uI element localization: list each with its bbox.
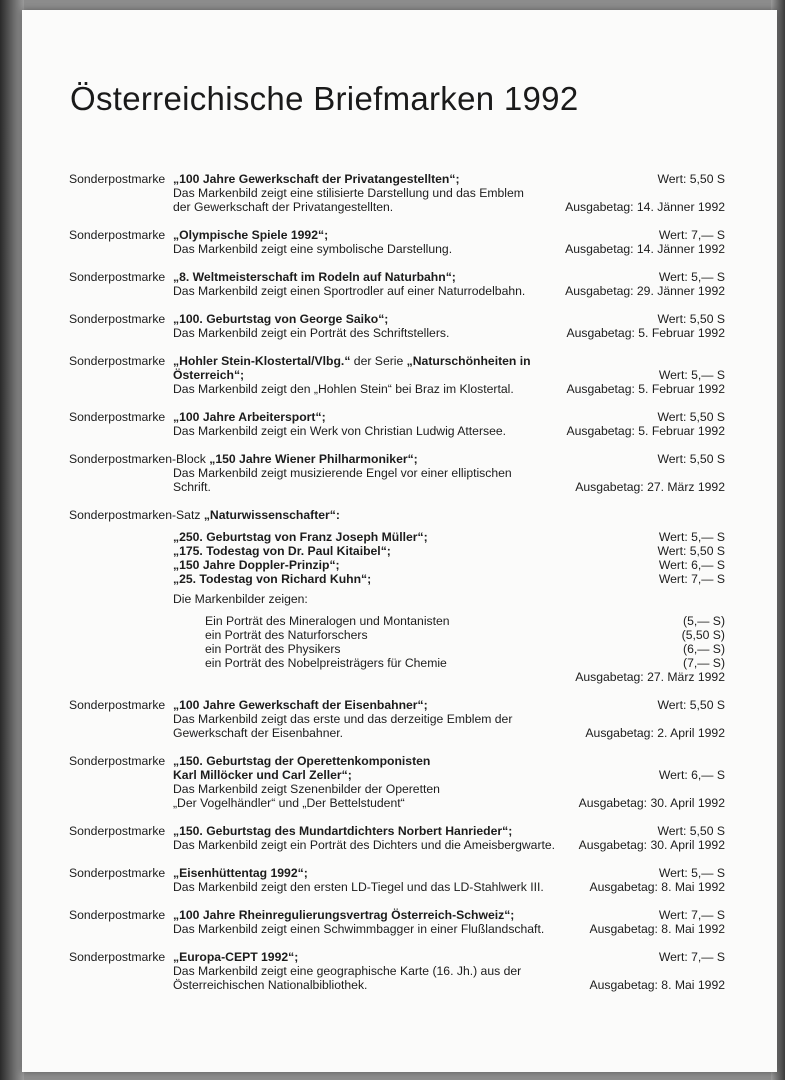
set-name: „Naturwissenschafter“:	[203, 508, 340, 522]
stamp-value: Wert: 5,50 S	[657, 410, 725, 424]
stamp-value: Wert: 5,— S	[658, 368, 725, 382]
issue-date: Ausgabetag: 8. Mai 1992	[589, 978, 725, 992]
stamp-value: Wert: 7,— S	[658, 572, 725, 586]
motifs-intro: Die Markenbilder zeigen:	[173, 592, 308, 606]
issue-date: Ausgabetag: 2. April 1992	[585, 726, 725, 740]
stamp-name: „150. Geburtstag des Mundartdichters Norbert Hanrieder“;	[173, 824, 513, 838]
stamp-entry	[69, 908, 725, 936]
stamp-list	[69, 172, 725, 1006]
scan-shadow-left	[0, 0, 24, 1080]
stamp-name: „Hohler Stein-Klostertal/Vlbg.“	[173, 354, 351, 368]
entry-type: Sonderpostmarke	[69, 270, 166, 284]
stamp-description: der Gewerkschaft der Privatangestellten.	[173, 200, 394, 214]
stamp-set-entry	[69, 508, 725, 684]
stamp-name-continued: Karl Millöcker und Carl Zeller“;	[173, 768, 352, 782]
stamp-description: Schrift.	[173, 480, 211, 494]
entry-type: Sonderpostmarke	[69, 698, 166, 712]
issue-date: Ausgabetag: 5. Februar 1992	[566, 326, 725, 340]
entry-type: Sonderpostmarken-Satz	[69, 508, 201, 522]
stamp-description: Das Markenbild zeigt ein Werk von Christian Ludwig Attersee.	[173, 424, 507, 438]
issue-date: Ausgabetag: 14. Jänner 1992	[565, 200, 725, 214]
stamp-entry	[69, 172, 725, 214]
stamp-description: Das Markenbild zeigt eine geographische Karte (16. Jh.) aus der	[173, 964, 522, 978]
series-name-continued: Österreich“;	[173, 368, 245, 382]
stamp-description: Das Markenbild zeigt einen Schwimmbagger in einer Flußlandschaft.	[173, 922, 545, 936]
stamp-description: „Der Vogelhändler“ und „Der Bettelstudent“	[173, 796, 405, 810]
stamp-description: Das Markenbild zeigt einen Sportrodler auf einer Naturrodelbahn.	[173, 284, 526, 298]
stamp-value: Wert: 5,50 S	[657, 698, 725, 712]
entry-type: Sonderpostmarke	[69, 824, 166, 838]
stamp-description: Das Markenbild zeigt den ersten LD-Tiegel und das LD-Stahlwerk III.	[173, 880, 544, 894]
set-stamp-name: „25. Todestag von Richard Kuhn“;	[173, 572, 372, 586]
stamp-description: Das Markenbild zeigt ein Porträt des Schriftstellers.	[173, 326, 450, 340]
entry-type: Sonderpostmarke	[69, 754, 166, 768]
stamp-entry	[69, 754, 725, 810]
stamp-name: „Europa-CEPT 1992“;	[173, 950, 299, 964]
stamp-value: Wert: 6,— S	[658, 558, 725, 572]
motif-text: Ein Porträt des Mineralogen und Montanisten	[205, 614, 450, 628]
motif-text: ein Porträt des Nobelpreisträgers für Chemie	[205, 656, 447, 670]
page-title: Österreichische Briefmarken 1992	[70, 80, 579, 117]
issue-date: Ausgabetag: 29. Jänner 1992	[565, 284, 725, 298]
stamp-name: „100 Jahre Gewerkschaft der Privatangestellten“;	[173, 172, 460, 186]
stamp-entry	[69, 354, 725, 396]
entry-type: Sonderpostmarken-Block	[69, 452, 206, 466]
stamp-value: Wert: 5,50 S	[657, 452, 725, 466]
entry-type: Sonderpostmarke	[69, 312, 166, 326]
motif-value: (6,— S)	[683, 642, 725, 656]
stamp-description: Das Markenbild zeigt Szenenbilder der Operetten	[173, 782, 440, 796]
stamp-name: „Olympische Spiele 1992“;	[173, 228, 329, 242]
stamp-description: Das Markenbild zeigt musizierende Engel vor einer elliptischen	[173, 466, 512, 480]
stamp-value: Wert: 6,— S	[658, 768, 725, 782]
stamp-value: Wert: 5,— S	[658, 530, 725, 544]
motif-value: (5,— S)	[683, 614, 725, 628]
stamp-value: Wert: 5,— S	[658, 866, 725, 880]
motif-text: ein Porträt des Physikers	[205, 642, 341, 656]
stamp-description: Das Markenbild zeigt eine symbolische Darstellung.	[173, 242, 453, 256]
stamp-value: Wert: 5,50 S	[657, 312, 725, 326]
issue-date: Ausgabetag: 8. Mai 1992	[589, 880, 725, 894]
entry-type: Sonderpostmarke	[69, 908, 166, 922]
set-stamp-name: „250. Geburtstag von Franz Joseph Müller“;	[173, 530, 428, 544]
issue-date: Ausgabetag: 27. März 1992	[575, 670, 725, 684]
issue-date: Ausgabetag: 30. April 1992	[578, 838, 725, 852]
issue-date: Ausgabetag: 5. Februar 1992	[566, 424, 725, 438]
stamp-name: „100 Jahre Rheinregulierungsvertrag Österreich-Schweiz“;	[173, 908, 515, 922]
motif-text: ein Porträt des Naturforschers	[205, 628, 368, 642]
stamp-value: Wert: 5,50 S	[657, 172, 725, 186]
stamp-value: Wert: 7,— S	[658, 908, 725, 922]
stamp-name: „100 Jahre Arbeitersport“;	[173, 410, 326, 424]
stamp-name: „150 Jahre Wiener Philharmoniker“;	[209, 452, 418, 466]
stamp-entry	[69, 824, 725, 852]
issue-date: Ausgabetag: 27. März 1992	[575, 480, 725, 494]
stamp-entry	[69, 312, 725, 340]
stamp-value: Wert: 5,— S	[658, 270, 725, 284]
issue-date: Ausgabetag: 30. April 1992	[578, 796, 725, 810]
series-name: „Naturschönheiten in	[406, 354, 531, 368]
entry-type: Sonderpostmarke	[69, 410, 166, 424]
stamp-description: Das Markenbild zeigt ein Porträt des Dichters und die Ameisbergwarte.	[173, 838, 556, 852]
stamp-value: Wert: 7,— S	[658, 950, 725, 964]
motif-value: (7,— S)	[683, 656, 725, 670]
entry-type: Sonderpostmarke	[69, 228, 166, 242]
entry-type: Sonderpostmarke	[69, 172, 166, 186]
stamp-name: „Eisenhüttentag 1992“;	[173, 866, 308, 880]
set-stamp-name: „175. Todestag von Dr. Paul Kitaibel“;	[173, 544, 391, 558]
stamp-value: Wert: 5,50 S	[657, 544, 725, 558]
set-stamp-name: „150 Jahre Doppler-Prinzip“;	[173, 558, 340, 572]
series-connector: der Serie	[350, 354, 407, 368]
stamp-entry	[69, 452, 725, 494]
stamp-entry	[69, 228, 725, 256]
stamp-name: „150. Geburtstag der Operettenkomponisten	[173, 754, 431, 768]
stamp-description: Das Markenbild zeigt den „Hohlen Stein“ bei Braz im Klostertal.	[173, 382, 514, 396]
entry-type: Sonderpostmarke	[69, 866, 166, 880]
stamp-value: Wert: 7,— S	[658, 228, 725, 242]
stamp-description: Österreichischen Nationalbibliothek.	[173, 978, 368, 992]
stamp-description: Das Markenbild zeigt das erste und das derzeitige Emblem der	[173, 712, 513, 726]
stamp-entry	[69, 950, 725, 992]
stamp-entry	[69, 270, 725, 298]
issue-date: Ausgabetag: 5. Februar 1992	[566, 382, 725, 396]
stamp-entry	[69, 410, 725, 438]
entry-type: Sonderpostmarke	[69, 354, 166, 368]
stamp-description: Das Markenbild zeigt eine stilisierte Darstellung und das Emblem	[173, 186, 524, 200]
stamp-value: Wert: 5,50 S	[657, 824, 725, 838]
stamp-description: Gewerkschaft der Eisenbahner.	[173, 726, 344, 740]
issue-date: Ausgabetag: 14. Jänner 1992	[565, 242, 725, 256]
stamp-name: „100. Geburtstag von George Saiko“;	[173, 312, 389, 326]
stamp-name: „8. Weltmeisterschaft im Rodeln auf Naturbahn“;	[173, 270, 456, 284]
issue-date: Ausgabetag: 8. Mai 1992	[589, 922, 725, 936]
motif-value: (5,50 S)	[681, 628, 725, 642]
stamp-entry	[69, 698, 725, 740]
stamp-name: „100 Jahre Gewerkschaft der Eisenbahner“;	[173, 698, 428, 712]
entry-type: Sonderpostmarke	[69, 950, 166, 964]
stamp-entry	[69, 866, 725, 894]
